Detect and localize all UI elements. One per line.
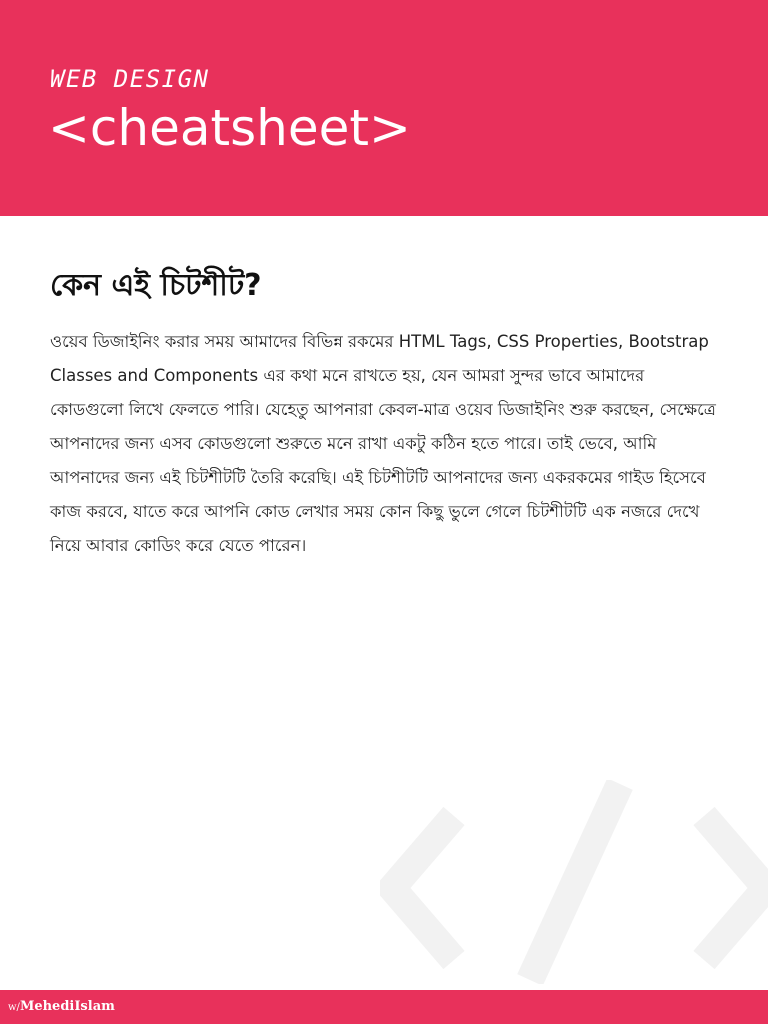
author-credit bbox=[8, 999, 115, 1016]
author-name: MehediIslam bbox=[19, 999, 115, 1014]
intro-paragraph: ওয়েব ডিজাইনিং করার সময় আমাদের বিভিন্ন রকমের HTML Tags, CSS Properties, Bootstrap Classes and Components এর কথা মনে রাখতে হয়, যেন আমরা সুন্দর ভাবে আমাদের কোডগুলো লিখে ফেলতে পারি। যেহেতু আপনারা কেবল-মাত্র ওয়েব ডিজাইনিং শুরু করছেন, সেক্ষেত্রে আপনাদের জন্য এসব কোডগুলো শুরুতে মনে রাখা একটু কঠিন হতে পারে। তাই ভেবে, আমি আপনাদের জন্য এই চিটশীটটি তৈরি করেছি। এই চিটশীটটি আপনাদের জন্য একরকমের গাইড হিসেবে কাজ করবে, যাতে করে আপনি কোড লেখার সময় কোন কিছু ভুলে গেলে চিটশীটটি এক নজরে দেখে নিয়ে আবার কোডিং করে যেতে পারেন। bbox=[50, 332, 716, 555]
section-heading: কেন এই চিটশীট? bbox=[50, 268, 262, 303]
footer-bar bbox=[0, 990, 768, 1024]
credit-prefix: w/ bbox=[8, 1002, 20, 1013]
code-brackets-icon bbox=[380, 780, 768, 984]
page-title: <cheatsheet> bbox=[48, 99, 411, 157]
header-banner bbox=[0, 0, 768, 216]
header-kicker: WEB DESIGN bbox=[50, 65, 210, 93]
